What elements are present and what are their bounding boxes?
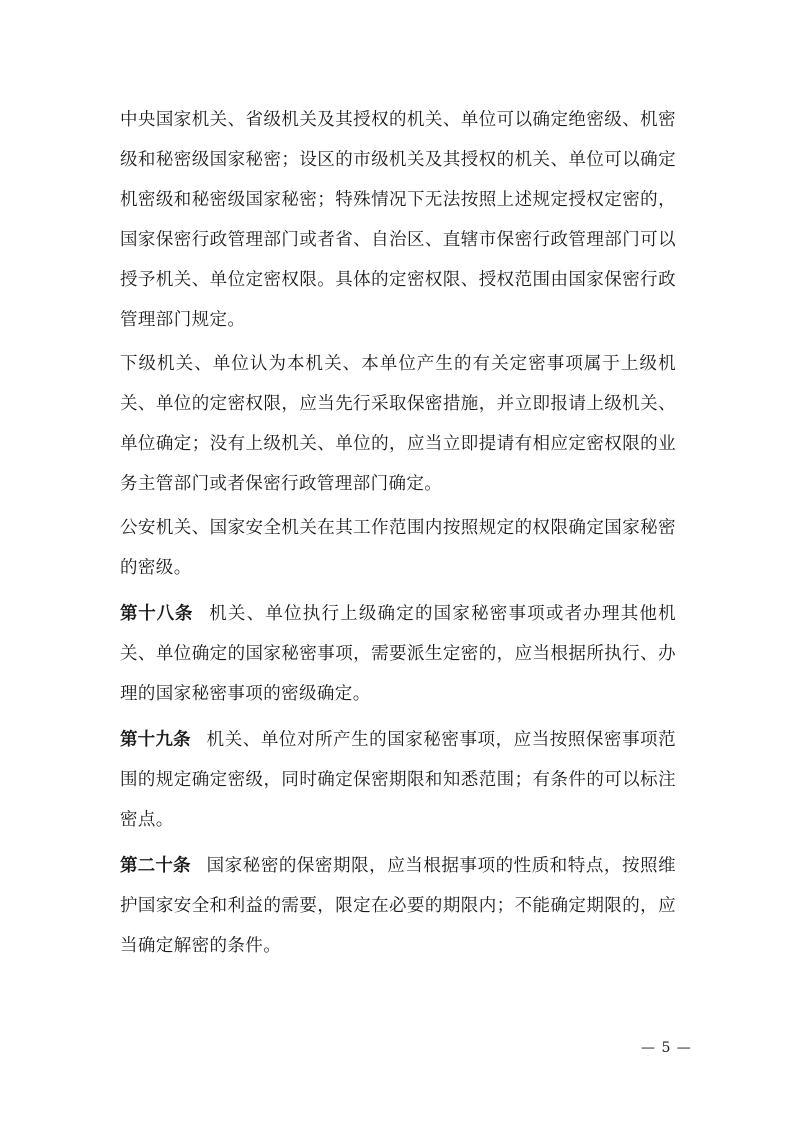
page-number: — 5 —: [641, 1040, 692, 1056]
article-18-body: 机关、单位执行上级确定的国家秘密事项或者办理其他机关、单位确定的国家秘密事项，需要派生定密的，应当根据所执行、办理的国家秘密事项的密级确定。: [120, 604, 677, 704]
article-18: [120, 594, 676, 714]
article-19-body: 机关、单位对所产生的国家秘密事项，应当按照保密事项范围的规定确定密级，同时确定保密期限和知悉范围；有条件的可以标注密点。: [120, 730, 676, 830]
article-20: [120, 846, 676, 966]
paragraph-lower-level-units: 下级机关、单位认为本机关、本单位产生的有关定密事项属于上级机关、单位的定密权限，应当先行采取保密措施，并立即报请上级机关、单位确定；没有上级机关、单位的，应当立即提请有相应定密权限的业务主管部门或者保密行政管理部门确定。: [120, 354, 676, 494]
document-page: [120, 100, 676, 970]
article-19-title: 第十九条: [120, 730, 191, 750]
article-20-body: 国家秘密的保密期限，应当根据事项的性质和特点，按照维护国家安全和利益的需要，限定在必要的期限内；不能确定期限的，应当确定解密的条件。: [120, 856, 676, 956]
article-18-title: 第十八条: [120, 604, 194, 624]
article-20-title: 第二十条: [120, 856, 191, 876]
article-19: [120, 720, 676, 840]
paragraph-central-authority: 中央国家机关、省级机关及其授权的机关、单位可以确定绝密级、机密级和秘密级国家秘密；设区的市级机关及其授权的机关、单位可以确定机密级和秘密级国家秘密；特殊情况下无法按照上述规定授权定密的，国家保密行政管理部门或者省、自治区、直辖市保密行政管理部门可以授予机关、单位定密权限。具体的定密权限、授权范围由国家保密行政管理部门规定。: [120, 110, 676, 330]
paragraph-public-security: 公安机关、国家安全机关在其工作范围内按照规定的权限确定国家秘密的密级。: [120, 518, 676, 578]
